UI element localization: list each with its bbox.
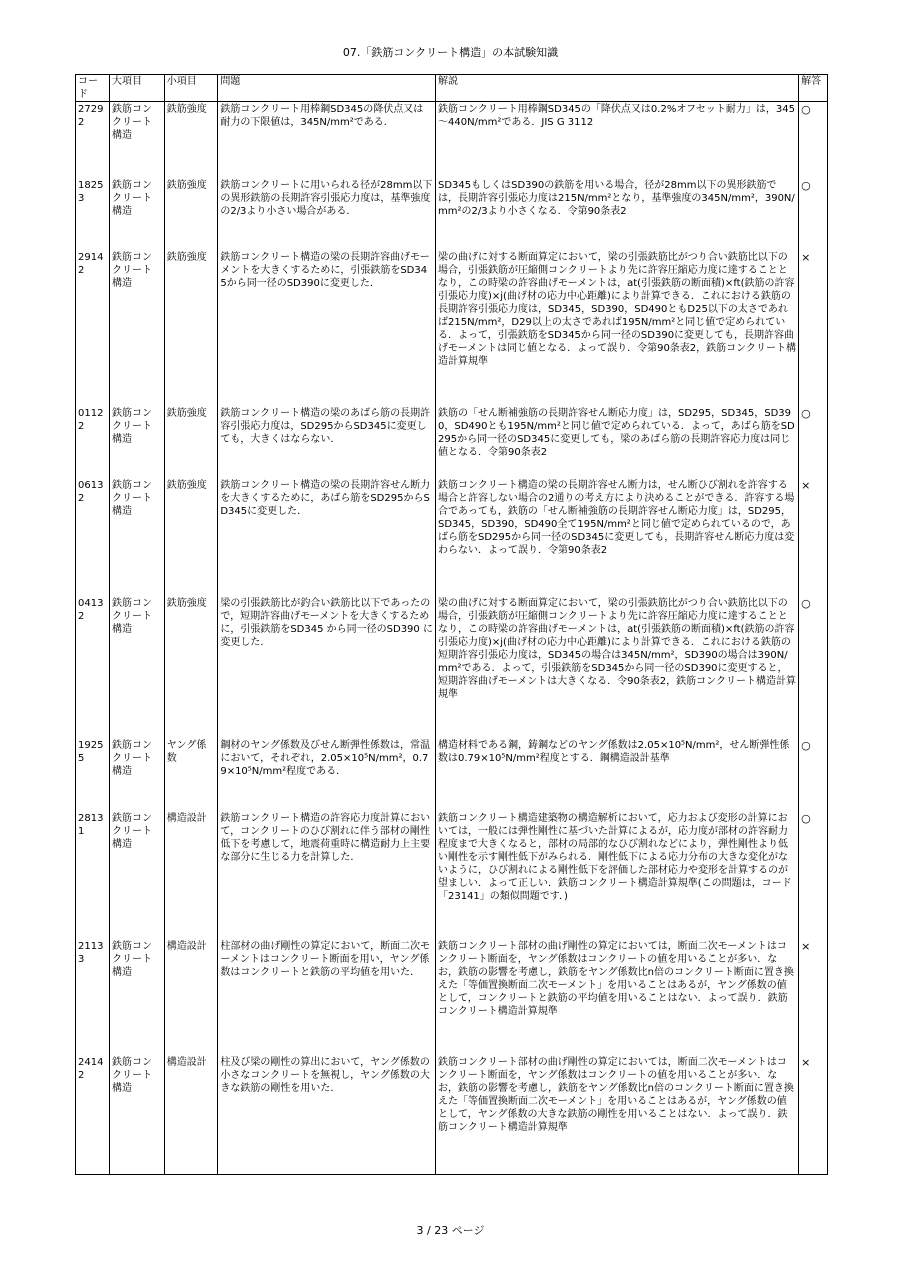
row-code: 27292: [76, 102, 110, 178]
table-row: [76, 406, 828, 478]
table-row: [76, 1055, 828, 1175]
column-header-answer: 解答: [799, 75, 828, 102]
row-explanation: 鉄筋コンクリート部材の曲げ剛性の算定においては，断面二次モーメントはコンクリート断面を，ヤング係数はコンクリートの値を用いることが多い．なお，鉄筋の影響を考慮し，鉄筋をヤング係数比n倍のコンクリート断面に置き換えた「等価置換断面二次モーメント」を用いることはあるが，ヤング係数の値として，コンクリートと鉄筋の平均値を用いることはない．よって誤り．鉄筋コンクリート構造計算規準: [435, 939, 798, 1055]
row-answer: ○: [799, 406, 828, 478]
row-answer: ○: [799, 596, 828, 738]
row-answer: ×: [799, 478, 828, 596]
question-table: [75, 74, 828, 1175]
row-answer: ○: [799, 178, 828, 250]
row-explanation: 鉄筋の「せん断補強筋の長期許容せん断応力度」は，SD295，SD345，SD390，SD490とも195N/mm²と同じ値で定められている．よって，あばら筋をSD295から同一径のSD345に変更しても，梁のあばら筋の長期許容応力度は同じ値となる．令第90条表2: [435, 406, 798, 478]
column-header-question: 問題: [218, 75, 436, 102]
row-question: 鉄筋コンクリートに用いられる径が28mm以下の異形鉄筋の長期許容引張応力度は，基準強度の2/3より小さい場合がある．: [218, 178, 436, 250]
page-title: 07.「鉄筋コンクリート構造」の本試験知識: [342, 46, 559, 59]
row-question: 鉄筋コンクリート用棒鋼SD345の降伏点又は耐力の下限値は，345N/mm²である．: [218, 102, 436, 178]
row-question: 柱及び梁の剛性の算出において，ヤング係数の小さなコンクリートを無視し，ヤング係数の大きな鉄筋の剛性を用いた．: [218, 1055, 436, 1175]
row-minor: 構造設計: [164, 939, 218, 1055]
row-minor: 構造設計: [164, 811, 218, 939]
row-explanation: 鉄筋コンクリート構造建築物の構造解析において，応力および変形の計算においては，一般には弾性剛性に基づいた計算によるが，応力度が部材の許容耐力程度まで大きくなると，部材の局部的なひび割れなどにより，弾性剛性より低い剛性を示す剛性低下がみられる．剛性低下による応力分布の大きな変化がないように，ひび割れによる剛性低下を評価した部材応力や変形を計算するのが望ましい．よって正しい．鉄筋コンクリート構造計算規準(この問題は，コード「23141」の類似問題です．): [435, 811, 798, 939]
table-row: [76, 250, 828, 406]
row-major: 鉄筋コンクリート構造: [110, 939, 165, 1055]
row-explanation: SD345もしくはSD390の鉄筋を用いる場合，径が28mm以下の異形鉄筋では，長期許容引張応力度は215N/mm²となり，基準強度の345N/mm²，390N/mm²の2/3より小さくなる．令第90条表2: [435, 178, 798, 250]
column-header-code: コード: [76, 75, 110, 102]
row-minor: 鉄筋強度: [164, 178, 218, 250]
column-header-explanation: 解説: [435, 75, 798, 102]
table-row: [76, 596, 828, 738]
row-question: 梁の引張鉄筋比が釣合い鉄筋比以下であったので，短期許容曲げモーメントを大きくするために，引張鉄筋をSD345 から同一径のSD390 に変更した．: [218, 596, 436, 738]
row-code: 29142: [76, 250, 110, 406]
row-major: 鉄筋コンクリート構造: [110, 102, 165, 178]
row-code: 19255: [76, 738, 110, 811]
row-major: 鉄筋コンクリート構造: [110, 178, 165, 250]
row-explanation: 鉄筋コンクリート部材の曲げ剛性の算定においては，断面二次モーメントはコンクリート断面を，ヤング係数はコンクリートの値を用いることが多い．なお，鉄筋の影響を考慮し，鉄筋をヤング係数比n倍のコンクリート断面に置き換えた「等価置換断面二次モーメント」を用いることはあるが，ヤング係数の値として，ヤング係数の大きな鉄筋の剛性を用いることはない．よって誤り．鉄筋コンクリート構造計算規準: [435, 1055, 798, 1175]
row-explanation: 梁の曲げに対する断面算定において，梁の引張鉄筋比がつり合い鉄筋比以下の場合，引張鉄筋が圧縮側コンクリートより先に許容圧縮応力度に達することとなり，この時梁の許容曲げモーメントは，at(引張鉄筋の断面積)×ft(鉄筋の許容引張応力度)×j(曲げ材の応力中心距離)により計算できる．これにおける鉄筋の短期許容引張応力度は，SD345の場合は345N/mm²，SD390の場合は390N/mm²である．よって，引張鉄筋をSD345から同一径のSD390に変更すると，短期許容曲げモーメントは大きくなる．令90条表2，鉄筋コンクリート構造計算規準: [435, 596, 798, 738]
row-minor: ヤング係数: [164, 738, 218, 811]
row-code: 18253: [76, 178, 110, 250]
row-code: 21133: [76, 939, 110, 1055]
row-explanation: 鉄筋コンクリート構造の梁の長期許容せん断力は，せん断ひび割れを許容する場合と許容しない場合の2通りの考え方により決めることができる．許容する場合であっても，鉄筋の「せん断補強筋の長期許容せん断応力度」は，SD295，SD345，SD390，SD490全て195N/mm²と同じ値で定められているので，あばら筋をSD295から同一径のSD345に変更しても，長期許容せん断応力度は変わらない．よって誤り．令第90条表2: [435, 478, 798, 596]
row-major: 鉄筋コンクリート構造: [110, 811, 165, 939]
row-answer: ×: [799, 939, 828, 1055]
row-minor: 鉄筋強度: [164, 478, 218, 596]
row-explanation: 梁の曲げに対する断面算定において，梁の引張鉄筋比がつり合い鉄筋比以下の場合，引張鉄筋が圧縮側コンクリートより先に許容圧縮応力度に達することとなり，この時梁の許容曲げモーメントは，at(引張鉄筋の断面積)×ft(鉄筋の許容引張応力度)×j(曲げ材の応力中心距離)により計算できる．これにおける鉄筋の長期許容引張応力度は，SD345，SD390，SD490ともD25以下の太さであれば215N/mm²，D29以上の太さであれば195N/mm²と同じ値で定められている．よって，引張鉄筋をSD345から同一径のSD390に変更しても，長期許容曲げモーメントは同じ値となる．よって誤り．令第90条表2，鉄筋コンクリート構造計算規準: [435, 250, 798, 406]
row-minor: 構造設計: [164, 1055, 218, 1175]
row-question: 鋼材のヤング係数及びせん断弾性係数は，常温において，それぞれ，2.05×10⁵N/mm²，0.79×10⁵N/mm²程度である．: [218, 738, 436, 811]
row-explanation: 構造材料である鋼，鋳鋼などのヤング係数は2.05×10⁵N/mm²，せん断弾性係数は0.79×10⁵N/mm²程度とする．鋼構造設計基準: [435, 738, 798, 811]
row-answer: ○: [799, 738, 828, 811]
row-code: 24142: [76, 1055, 110, 1175]
table-header-row: [76, 75, 828, 102]
table-row: [76, 738, 828, 811]
row-minor: 鉄筋強度: [164, 596, 218, 738]
row-question: 鉄筋コンクリート構造の許容応力度計算において，コンクリートのひび割れに伴う部材の剛性低下を考慮して，地震荷重時に構造耐力上主要な部分に生じる力を計算した．: [218, 811, 436, 939]
row-question: 鉄筋コンクリート構造の梁の長期許容曲げモーメントを大きくするために，引張鉄筋をSD345から同一径のSD390に変更した．: [218, 250, 436, 406]
row-code: 28131: [76, 811, 110, 939]
row-minor: 鉄筋強度: [164, 102, 218, 178]
row-answer: ○: [799, 811, 828, 939]
table-row: [76, 939, 828, 1055]
row-major: 鉄筋コンクリート構造: [110, 406, 165, 478]
column-header-major: 大項目: [110, 75, 165, 102]
row-explanation: 鉄筋コンクリート用棒鋼SD345の「降伏点又は0.2%オフセット耐力」は，345～440N/mm²である．JIS G 3112: [435, 102, 798, 178]
row-major: 鉄筋コンクリート構造: [110, 738, 165, 811]
table-row: [76, 102, 828, 178]
row-answer: ○: [799, 102, 828, 178]
row-code: 06132: [76, 478, 110, 596]
table-row: [76, 811, 828, 939]
row-answer: ×: [799, 1055, 828, 1175]
column-header-minor: 小項目: [164, 75, 218, 102]
row-major: 鉄筋コンクリート構造: [110, 596, 165, 738]
row-question: 鉄筋コンクリート構造の梁のあばら筋の長期許容引張応力度は，SD295からSD345に変更しても，大きくはならない．: [218, 406, 436, 478]
row-code: 01122: [76, 406, 110, 478]
row-major: 鉄筋コンクリート構造: [110, 478, 165, 596]
row-major: 鉄筋コンクリート構造: [110, 1055, 165, 1175]
page-number: 3 / 23 ページ: [416, 1224, 485, 1237]
table-row: [76, 178, 828, 250]
row-question: 柱部材の曲げ剛性の算定において，断面二次モーメントはコンクリート断面を用い，ヤング係数はコンクリートと鉄筋の平均値を用いた．: [218, 939, 436, 1055]
table-row: [76, 478, 828, 596]
row-code: 04132: [76, 596, 110, 738]
row-question: 鉄筋コンクリート構造の梁の長期許容せん断力を大きくするために，あばら筋をSD295からSD345に変更した．: [218, 478, 436, 596]
row-minor: 鉄筋強度: [164, 406, 218, 478]
row-major: 鉄筋コンクリート構造: [110, 250, 165, 406]
row-minor: 鉄筋強度: [164, 250, 218, 406]
row-answer: ×: [799, 250, 828, 406]
